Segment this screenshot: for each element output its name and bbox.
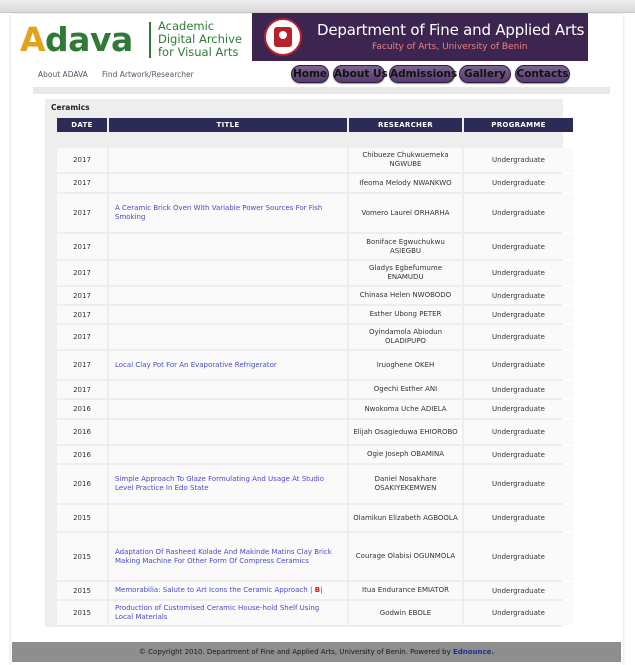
record-title-link[interactable]: Memorabilia: Salute to Art Icons the Ceramic Approach |	[115, 586, 313, 594]
cell-title	[109, 325, 347, 349]
cell-programme	[464, 325, 573, 349]
column-header-researcher: RESEARCHER	[349, 118, 462, 132]
cell-researcher-text: Chibueze Chukwuemeka NGWUBE	[362, 151, 449, 168]
cell-title	[109, 287, 347, 304]
cell-date	[57, 446, 107, 463]
cell-programme	[464, 287, 573, 304]
cell-researcher-text: Daniel Nosakhare OSAKIYEKEMWEN	[374, 475, 437, 492]
cell-programme-text: Undergraduate	[492, 333, 545, 341]
footer	[12, 642, 621, 662]
cell-programme	[464, 582, 573, 599]
cell-researcher-text: Ogie Joseph OBAMINA	[366, 450, 445, 458]
cell-researcher	[349, 261, 462, 285]
about-adava-link[interactable]: About ADAVA	[38, 70, 88, 79]
cell-programme	[464, 148, 573, 172]
cell-programme-text: Undergraduate	[492, 361, 545, 369]
cell-title	[109, 261, 347, 285]
cell-date	[57, 533, 107, 580]
cell-programme	[464, 351, 573, 379]
title-tail: |	[320, 586, 323, 594]
find-artwork-link[interactable]: Find Artwork/Researcher	[102, 70, 194, 79]
cell-programme-text: Undergraduate	[492, 405, 545, 413]
cell-title	[109, 465, 347, 503]
cell-researcher	[349, 234, 462, 259]
nav-about-us-button[interactable]: About Us	[333, 65, 385, 83]
cell-programme	[464, 234, 573, 259]
cell-researcher	[349, 194, 462, 232]
cell-date	[57, 601, 107, 625]
cell-researcher-text: Ifeoma Melody NWANKWO	[359, 178, 452, 187]
cell-researcher-text: Esther Ubong PETER	[369, 310, 442, 318]
cell-date	[57, 174, 107, 192]
cell-programme	[464, 194, 573, 232]
cell-date	[57, 325, 107, 349]
banner-title: Department of Fine and Applied Arts	[317, 21, 585, 39]
cell-date	[57, 582, 107, 599]
cell-programme-text: Undergraduate	[492, 552, 545, 561]
cell-researcher-text: Nwokoma Uche ADIELA	[364, 404, 447, 413]
cell-title	[109, 194, 347, 232]
records-panel	[45, 99, 563, 627]
cell-researcher	[349, 174, 462, 192]
cell-researcher	[349, 351, 462, 379]
cell-researcher	[349, 381, 462, 398]
cell-programme	[464, 505, 573, 531]
cell-title	[109, 446, 347, 463]
cell-programme	[464, 420, 573, 444]
cell-date	[57, 465, 107, 503]
cell-date	[57, 505, 107, 531]
cell-programme	[464, 306, 573, 323]
cell-date-text: 2017	[73, 291, 91, 300]
logo-wordmark: Adava	[20, 20, 133, 59]
record-title-link[interactable]: Production of Customised Ceramic House-hold Shelf Using Local Materials	[115, 604, 320, 621]
cell-programme	[464, 381, 573, 398]
column-header-date: DATE	[57, 118, 107, 132]
cell-programme-text: Undergraduate	[492, 179, 545, 187]
cell-programme-text: Undergraduate	[492, 480, 545, 488]
cell-programme-text: Undergraduate	[492, 269, 545, 277]
cell-date-text: 2017	[73, 385, 91, 394]
cell-researcher-text: Elijah Osagieduwa EHIOROBO	[353, 427, 458, 436]
cell-programme-text: Undergraduate	[492, 156, 545, 164]
cell-researcher	[349, 306, 462, 323]
cell-researcher	[349, 505, 462, 531]
cell-date-text: 2015	[73, 609, 91, 617]
cell-date	[57, 287, 107, 304]
cell-programme	[464, 533, 573, 580]
cell-date-text: 2017	[73, 209, 91, 217]
cell-date	[57, 148, 107, 172]
cell-date-text: 2017	[73, 269, 91, 277]
cell-date-text: 2017	[73, 156, 91, 164]
cell-date-text: 2016	[73, 480, 91, 488]
cell-researcher-text: Chinasa Helen NWOBODO	[359, 291, 452, 299]
cell-title	[109, 601, 347, 625]
cell-researcher-text: Boniface Egwuchukwu ASIEGBU	[366, 237, 445, 255]
cell-date-text: 2017	[73, 179, 91, 187]
cell-title	[109, 148, 347, 172]
cell-date	[57, 381, 107, 398]
cell-researcher-text: Ogechi Esther ANI	[373, 385, 438, 393]
header-divider	[33, 87, 610, 94]
browser-top-strip	[0, 0, 635, 13]
cell-researcher	[349, 420, 462, 444]
cell-programme	[464, 465, 573, 503]
record-title-link[interactable]: Simple Approach To Glaze Formulating And Usage At Studio Level Practice In Edo State	[115, 475, 325, 492]
nav-admissions-button[interactable]: Admissions	[389, 65, 455, 83]
cell-programme-text: Undergraduate	[492, 586, 545, 595]
cell-researcher	[349, 148, 462, 172]
cell-date-text: 2016	[73, 405, 91, 413]
cell-date-text: 2017	[73, 333, 91, 341]
cell-researcher	[349, 582, 462, 599]
cell-programme-text: Undergraduate	[492, 242, 545, 251]
cell-researcher	[349, 601, 462, 625]
cell-programme-text: Undergraduate	[492, 428, 545, 436]
nav-gallery-button[interactable]: Gallery	[459, 65, 511, 83]
cell-programme-text: Undergraduate	[492, 209, 545, 217]
cell-date	[57, 261, 107, 285]
cell-date-text: 2017	[73, 361, 91, 369]
nav-home-button[interactable]: Home	[291, 65, 329, 83]
section-title: Ceramics	[51, 103, 90, 112]
cell-date-text: 2016	[73, 428, 91, 436]
cell-researcher-text: Gladys Egbefumume ENAMUDU	[368, 264, 442, 281]
cell-researcher	[349, 446, 462, 463]
cell-title	[109, 306, 347, 323]
column-header-programme: PROGRAMME	[464, 118, 573, 132]
cell-date-text: 2017	[73, 310, 91, 319]
adava-logo[interactable]	[20, 18, 250, 62]
cell-programme	[464, 446, 573, 463]
cell-researcher-text: Courage Olabisi OGUNMOLA	[355, 552, 456, 560]
cell-date-text: 2016	[73, 450, 91, 459]
cell-title	[109, 400, 347, 418]
cell-programme-text: Undergraduate	[492, 450, 545, 459]
cell-programme-text: Undergraduate	[492, 310, 545, 319]
cell-researcher	[349, 400, 462, 418]
cell-programme-text: Undergraduate	[492, 514, 545, 522]
cell-researcher	[349, 287, 462, 304]
cell-programme	[464, 261, 573, 285]
cell-date-text: 2015	[73, 514, 91, 522]
logo-tagline: Academic Digital Archive for Visual Arts	[158, 19, 242, 59]
cell-date-text: 2015	[73, 552, 91, 561]
cell-researcher-text: Itua Endurance EMIATOR	[362, 586, 449, 594]
title-badge: B	[312, 586, 321, 594]
logo-separator	[149, 22, 151, 58]
cell-researcher	[349, 465, 462, 503]
cell-title	[109, 234, 347, 259]
cell-researcher	[349, 325, 462, 349]
column-header-title: TITLE	[109, 118, 347, 132]
cell-researcher-text: Oyindamola Abiodun OLADIPUPO	[368, 328, 443, 345]
cell-title	[109, 505, 347, 531]
cell-title	[109, 533, 347, 580]
cell-title	[109, 420, 347, 444]
cell-date	[57, 351, 107, 379]
cell-title	[109, 174, 347, 192]
record-title-link[interactable]: A Ceramic Brick Oven With Variable Power Sources For Fish Smoking	[115, 204, 323, 221]
banner-subtitle: Faculty of Arts, University of Benin	[372, 42, 528, 52]
cell-title	[109, 351, 347, 379]
cell-programme-text: Undergraduate	[492, 609, 545, 617]
cell-researcher-text: Vomero Laurel ORHARHA	[361, 208, 450, 217]
cell-researcher-text: Godwin EBOLE	[379, 608, 432, 617]
department-banner	[252, 13, 588, 61]
cell-researcher-text: Iruoghene OKEH	[376, 360, 435, 369]
cell-title	[109, 582, 347, 599]
cell-date	[57, 194, 107, 232]
cell-programme	[464, 601, 573, 625]
record-title-link[interactable]: Local Clay Pot For An Evaporative Refrigerator	[115, 360, 277, 369]
cell-programme-text: Undergraduate	[492, 385, 545, 394]
nav-contacts-button[interactable]: Contacts	[515, 65, 570, 83]
university-seal-icon	[264, 18, 302, 56]
footer-brand-link[interactable]: Ednounce.	[452, 648, 495, 656]
cell-date	[57, 400, 107, 418]
cell-date-text: 2017	[73, 242, 91, 251]
cell-title	[109, 381, 347, 398]
cell-researcher	[349, 533, 462, 580]
cell-date	[57, 234, 107, 259]
cell-date	[57, 306, 107, 323]
cell-programme-text: Undergraduate	[492, 291, 545, 300]
cell-date-text: 2015	[73, 586, 91, 595]
footer-copyright: © Copyright 2010. Department of Fine and Applied Arts, University of Benin. Powered by	[138, 648, 451, 656]
cell-researcher-text: Olamikun Elizabeth AGBOOLA	[353, 513, 458, 522]
cell-date	[57, 420, 107, 444]
cell-programme	[464, 174, 573, 192]
record-title-link[interactable]: Adaptation Of Rasheed Kolade And Makinde Matins Clay Brick Making Machine For Other Form Of Compress Ceramics	[115, 547, 332, 565]
cell-programme	[464, 400, 573, 418]
